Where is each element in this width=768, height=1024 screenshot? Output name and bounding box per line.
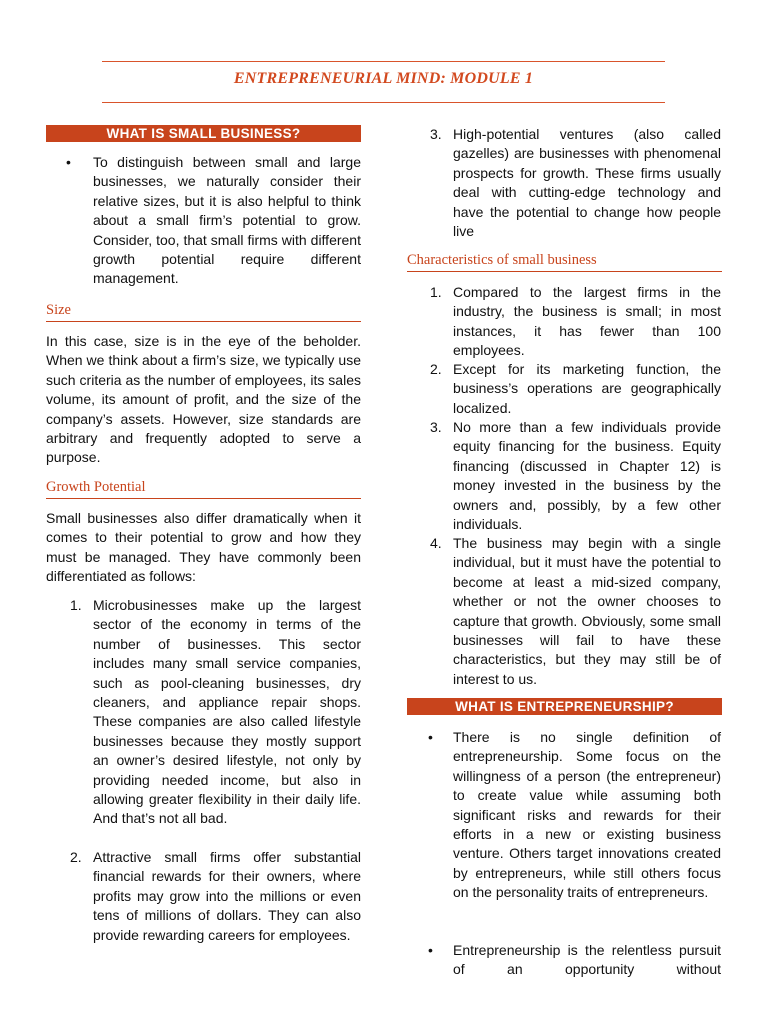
list-number: 4. [430,535,442,551]
size-heading: Size [46,302,361,322]
intro-bullet-text: To distinguish between small and large businesses, we naturally consider their relative sizes, but it is also helpful to think about a small firm’s potential to grow. Consider, too, that small firms with different growth potential require different management. [93,154,361,287]
characteristic-item: No more than a few individuals provide equity financing for the business. Equity financing (discussed in Chapter 12) is money invested in the business by the owners and, possibly, by a few other individuals. [453,419,721,533]
growth-item-high-potential: High-potential ventures (also called gazelles) are businesses with phenomenal prospects for growth. These firms usually deal with cutting-edge technology and have the potential to change how people live [453,126,721,240]
bullet-icon: • [66,154,71,170]
characteristic-item: The business may begin with a single individual, but it must have the potential to become at least a mid-sized company, whether or not the owner chooses to capture that growth. Obviously, some small businesses will fail to have these characteristics, but they may still be of interest to us. [453,535,721,687]
header-top-rule [102,61,665,62]
bullet-icon: • [428,942,433,958]
size-paragraph: In this case, size is in the eye of the beholder. When we think about a firm’s size, we typically use such criteria as the number of employees, its sales volume, its amount of profit, and the size of the company’s assets. However, size standards are arbitrary and frequently adopted to serve a purpose. [46,333,361,466]
growth-paragraph: Small businesses also differ dramatically when it comes to their potential to grow and how they must be managed. They have commonly been differentiated as follows: [46,510,361,585]
list-number: 3. [430,419,442,435]
characteristics-heading: Characteristics of small business [407,252,722,272]
entrepreneurship-bullet: Entrepreneurship is the relentless pursuit of an opportunity without [453,942,721,978]
section-bar-small-business: WHAT IS SMALL BUSINESS? [46,125,361,142]
bullet-icon: • [428,729,433,745]
list-number: 1. [70,597,82,613]
growth-heading: Growth Potential [46,479,361,499]
list-number: 1. [430,284,442,300]
growth-item-attractive: Attractive small firms offer substantial financial rewards for their owners, where profits may grow into the millions or even tens of millions of dollars. They can also provide rewarding careers for employees. [93,849,361,943]
section-bar-entrepreneurship: WHAT IS ENTREPRENEURSHIP? [407,698,722,715]
page-title: ENTREPRENEURIAL MIND: MODULE 1 [233,70,534,87]
list-number: 2. [70,849,82,865]
list-number: 3. [430,126,442,142]
characteristic-item: Compared to the largest firms in the industry, the business is small; in most instances, it has fewer than 100 employees. [453,284,721,359]
growth-item-microbusiness: Microbusinesses make up the largest sector of the economy in terms of the number of businesses. This sector includes many small service companies, such as pool-cleaning businesses, dry cleaners, and appliance repair shops. These companies are also called lifestyle businesses because they mostly support an owner’s desired lifestyle, not only by providing needed income, but also in allowing greater flexibility in their daily life. And that’s not all bad. [93,597,361,827]
header-bottom-rule [102,102,665,103]
characteristic-item: Except for its marketing function, the business’s operations are geographically localized. [453,361,721,416]
entrepreneurship-bullet: There is no single definition of entrepreneurship. Some focus on the willingness of a person (the entrepreneur) to create value while assuming both significant risks and rewards for their efforts in a new or existing business venture. Others target innovations created by entrepreneurs, while still others focus on the personality traits of entrepreneurs. [453,729,721,901]
list-number: 2. [430,361,442,377]
